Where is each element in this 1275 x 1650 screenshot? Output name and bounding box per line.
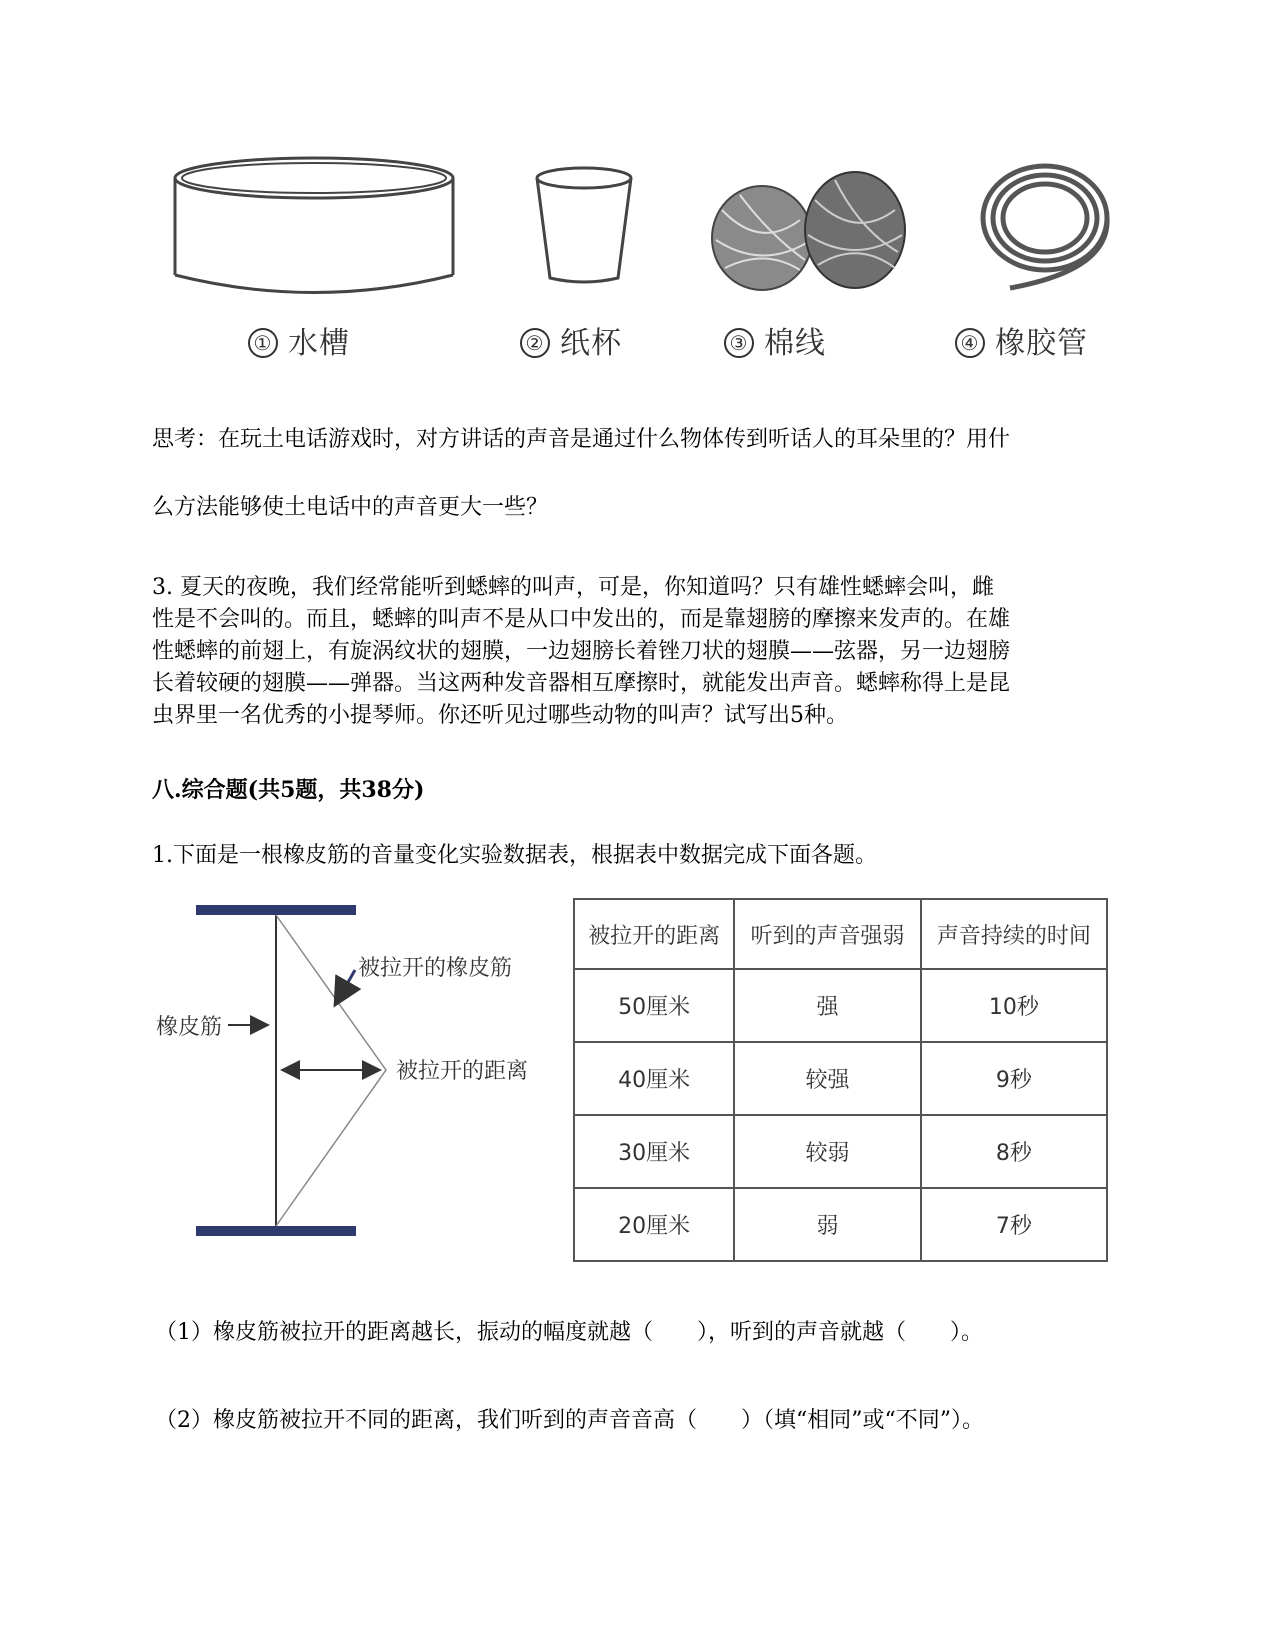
label-band: 橡皮筋 xyxy=(156,1015,223,1040)
think-line-2: 么方法能够使土电话中的声音更大一些？ xyxy=(152,495,549,520)
table-cell: 40厘米 xyxy=(574,1042,734,1115)
table-row xyxy=(574,1115,1107,1188)
table-row xyxy=(574,969,1107,1042)
question-3-line: 性蟋蟀的前翅上，有旋涡纹状的翅膜，一边翅膀长着锉刀状的翅膜——弦器，另一边翅膀 xyxy=(152,639,1011,664)
table-cell: 弱 xyxy=(734,1188,920,1261)
circled-number: ④ xyxy=(955,328,985,358)
section-heading: 八.综合题(共5题，共38分) xyxy=(152,777,425,803)
water-trough-image xyxy=(175,158,453,293)
material-name: 橡胶管 xyxy=(995,326,1088,361)
paper-cup-image xyxy=(537,168,631,282)
table-header-row xyxy=(574,899,1107,969)
material-label-4 xyxy=(955,318,1088,362)
sub-question-1: （1）橡皮筋被拉开的距离越长，振动的幅度就越（ ），听到的声音就越（ ）。 xyxy=(155,1320,983,1345)
material-name: 纸杯 xyxy=(560,326,622,361)
material-label-1 xyxy=(248,318,350,362)
material-name: 棉线 xyxy=(764,326,826,361)
materials-illustration xyxy=(0,140,1275,320)
cotton-thread-image xyxy=(712,172,905,290)
table-cell: 较弱 xyxy=(734,1115,920,1188)
table-cell: 强 xyxy=(734,969,920,1042)
label-distance: 被拉开的距离 xyxy=(396,1059,529,1084)
table-cell: 8秒 xyxy=(921,1115,1107,1188)
circled-number: ② xyxy=(520,328,550,358)
rubber-band-diagram xyxy=(150,895,570,1245)
question-3 xyxy=(152,572,1132,732)
bottom-bar xyxy=(196,1226,356,1236)
question-3-line: 性是不会叫的。而且，蟋蟀的叫声不是从口中发出的，而是靠翅膀的摩擦来发声的。在雄 xyxy=(152,607,1011,632)
think-line-1: 思考：在玩土电话游戏时，对方讲话的声音是通过什么物体传到听话人的耳朵里的？用什 xyxy=(152,427,1011,452)
question-3-line: 3. 夏天的夜晚，我们经常能听到蟋蟀的叫声，可是，你知道吗？只有雄性蟋蟀会叫，雌 xyxy=(152,575,994,600)
table-header-cell: 声音持续的时间 xyxy=(921,899,1107,969)
rubber-tube-image xyxy=(983,166,1107,288)
material-label-3 xyxy=(724,318,826,362)
stretched-pointer-arrow xyxy=(335,970,355,1005)
material-label-2 xyxy=(520,318,622,362)
table-cell: 50厘米 xyxy=(574,969,734,1042)
question-3-line: 长着较硬的翅膜——弹器。当这两种发音器相互摩擦时，就能发出声音。蟋蟀称得上是昆 xyxy=(152,671,1011,696)
material-name: 水槽 xyxy=(288,326,350,361)
table-cell: 10秒 xyxy=(921,969,1107,1042)
circled-number: ③ xyxy=(724,328,754,358)
table-cell: 较强 xyxy=(734,1042,920,1115)
question-1: 1.下面是一根橡皮筋的音量变化实验数据表，根据表中数据完成下面各题。 xyxy=(152,843,877,868)
table-cell: 30厘米 xyxy=(574,1115,734,1188)
table-header-cell: 被拉开的距离 xyxy=(574,899,734,969)
question-3-line: 虫界里一名优秀的小提琴师。你还听见过哪些动物的叫声？试写出5种。 xyxy=(152,703,848,728)
table-row xyxy=(574,1042,1107,1115)
table-header-cell: 听到的声音强弱 xyxy=(734,899,920,969)
label-stretched: 被拉开的橡皮筋 xyxy=(358,956,513,981)
table-cell: 20厘米 xyxy=(574,1188,734,1261)
circled-number: ① xyxy=(248,328,278,358)
table-cell: 7秒 xyxy=(921,1188,1107,1261)
top-bar xyxy=(196,905,356,915)
table-cell: 9秒 xyxy=(921,1042,1107,1115)
table-row xyxy=(574,1188,1107,1261)
sub-question-2: （2）橡皮筋被拉开不同的距离，我们听到的声音音高（ ）（填“相同”或“不同”）。 xyxy=(155,1408,984,1433)
volume-data-table xyxy=(573,898,1108,1262)
